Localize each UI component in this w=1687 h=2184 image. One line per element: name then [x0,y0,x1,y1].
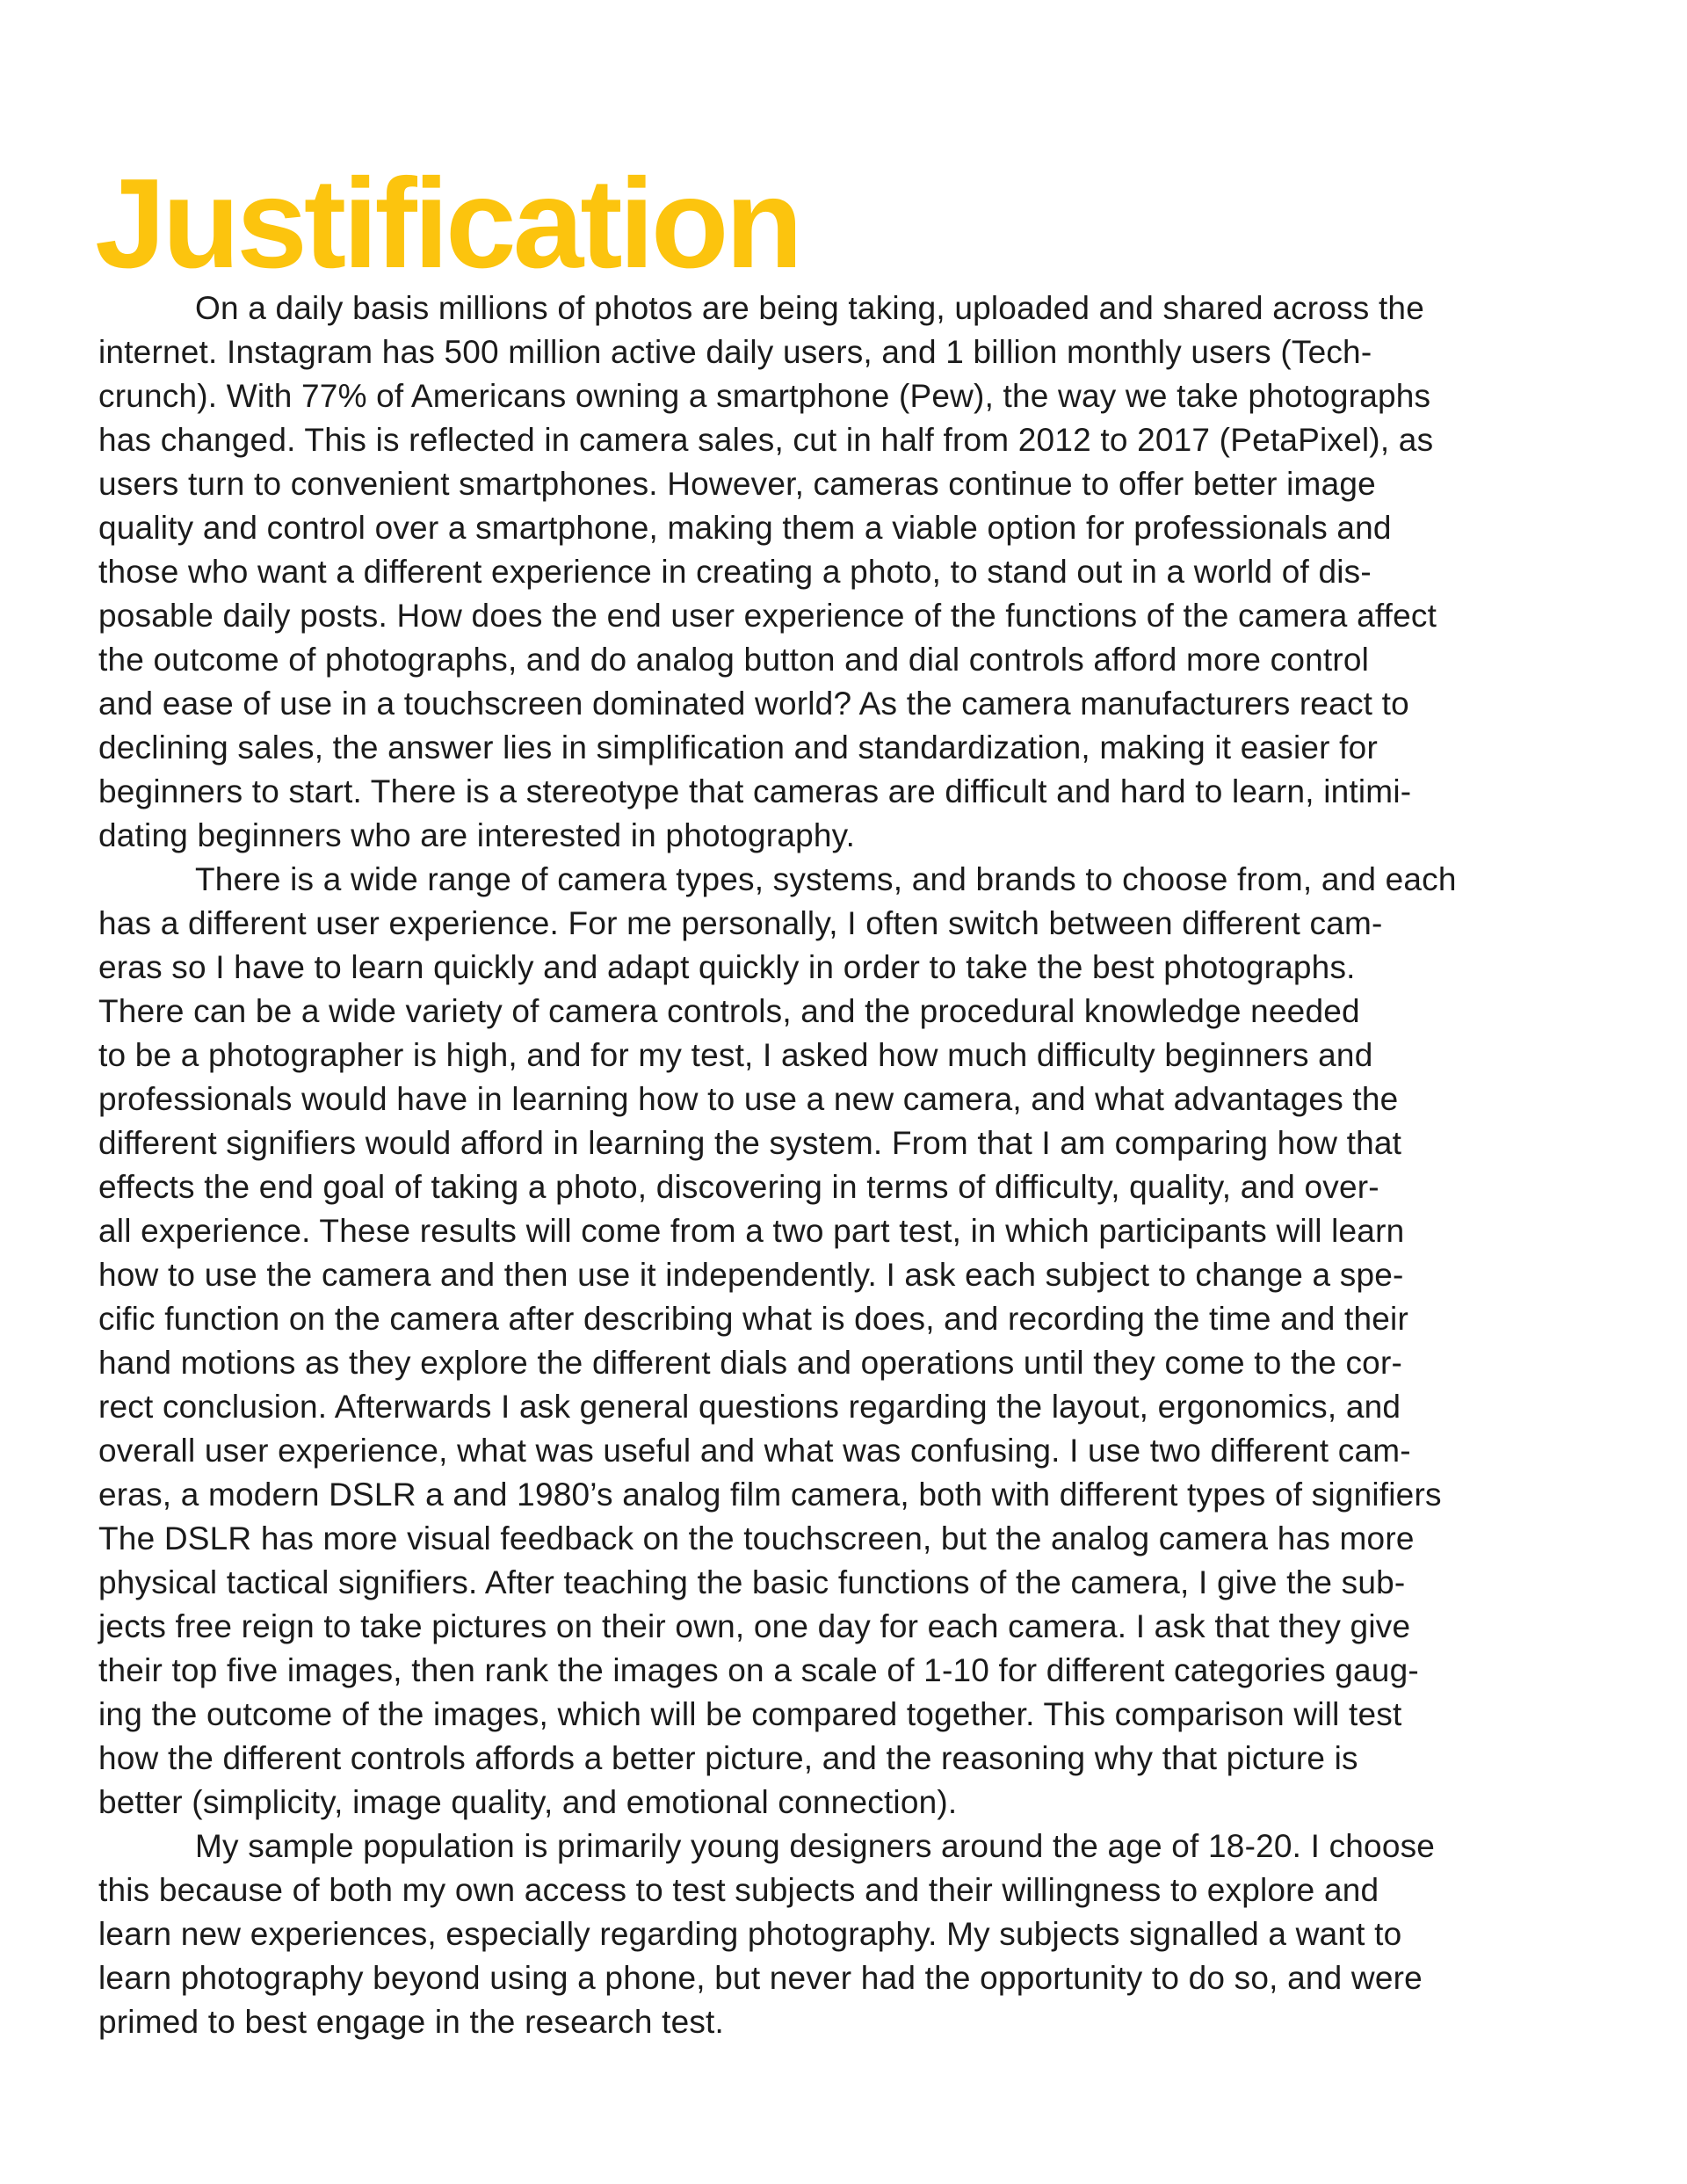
text-line: rect conclusion. Afterwards I ask general questions regarding the layout, ergonomics, and [98,1389,1401,1425]
text-line: internet. Instagram has 500 million active daily users, and 1 billion monthly users (Tech- [98,334,1372,370]
text-line: professionals would have in learning how to use a new camera, and what advantages the [98,1081,1399,1117]
text-line: learn photography beyond using a phone, but never had the opportunity to do so, and were [98,1960,1423,1996]
text-line: effects the end goal of taking a photo, discovering in terms of difficulty, quality, and over- [98,1169,1379,1205]
paragraph [98,287,1627,858]
text-line: posable daily posts. How does the end user experience of the functions of the camera affect [98,598,1437,634]
text-line: ing the outcome of the images, which will be compared together. This comparison will test [98,1696,1402,1732]
text-line: cific function on the camera after describing what is does, and recording the time and their [98,1301,1408,1337]
text-line: dating beginners who are interested in photography. [98,817,856,853]
text-line: jects free reign to take pictures on their own, one day for each camera. I ask that they give [98,1608,1411,1644]
text-line: crunch). With 77% of Americans owning a smartphone (Pew), the way we take photographs [98,378,1431,414]
text-line: On a daily basis millions of photos are being taking, uploaded and shared across the [195,290,1424,326]
text-line: has changed. This is reflected in camera sales, cut in half from 2012 to 2017 (PetaPixel), as [98,422,1434,458]
text-line: hand motions as they explore the different dials and operations until they come to the cor- [98,1345,1402,1381]
text-line: to be a photographer is high, and for my test, I asked how much difficulty beginners and [98,1037,1373,1073]
text-line: has a different user experience. For me personally, I often switch between different cam- [98,905,1383,941]
paragraph [98,858,1627,1825]
body-text [98,287,1627,2044]
text-line: better (simplicity, image quality, and emotional connection). [98,1784,958,1820]
text-line: those who want a different experience in creating a photo, to stand out in a world of dis- [98,554,1372,590]
text-line: how to use the camera and then use it independently. I ask each subject to change a spe- [98,1257,1404,1293]
page-title: Justification [95,152,800,295]
text-line: how the different controls affords a better picture, and the reasoning why that picture is [98,1740,1358,1776]
text-line: overall user experience, what was useful and what was confusing. I use two different cam- [98,1433,1411,1469]
text-line: beginners to start. There is a stereotype that cameras are difficult and hard to learn, intimi- [98,773,1412,809]
text-line: their top five images, then rank the images on a scale of 1-10 for different categories gaug- [98,1652,1419,1688]
text-line: eras, a modern DSLR a and 1980’s analog film camera, both with different types of signifiers [98,1477,1442,1513]
text-line: There is a wide range of camera types, systems, and brands to choose from, and each [195,861,1457,897]
text-line: primed to best engage in the research test. [98,2004,725,2040]
text-line: eras so I have to learn quickly and adapt quickly in order to take the best photographs. [98,949,1356,985]
text-line: physical tactical signifiers. After teaching the basic functions of the camera, I give the sub- [98,1564,1406,1600]
text-line: and ease of use in a touchscreen dominated world? As the camera manufacturers react to [98,686,1409,722]
text-line: the outcome of photographs, and do analog button and dial controls afford more control [98,642,1370,678]
text-line: all experience. These results will come from a two part test, in which participants will learn [98,1213,1405,1249]
text-line: My sample population is primarily young designers around the age of 18-20. I choose [195,1828,1436,1864]
paragraph [98,1825,1627,2044]
text-line: users turn to convenient smartphones. However, cameras continue to offer better image [98,466,1376,502]
text-line: learn new experiences, especially regarding photography. My subjects signalled a want to [98,1916,1402,1952]
text-line: this because of both my own access to test subjects and their willingness to explore and [98,1872,1379,1908]
text-line: different signifiers would afford in learning the system. From that I am comparing how that [98,1125,1402,1161]
text-line: The DSLR has more visual feedback on the touchscreen, but the analog camera has more [98,1520,1415,1556]
text-line: declining sales, the answer lies in simplification and standardization, making it easier for [98,729,1378,765]
text-line: There can be a wide variety of camera controls, and the procedural knowledge needed [98,993,1360,1029]
text-line: quality and control over a smartphone, making them a viable option for professionals and [98,510,1392,546]
